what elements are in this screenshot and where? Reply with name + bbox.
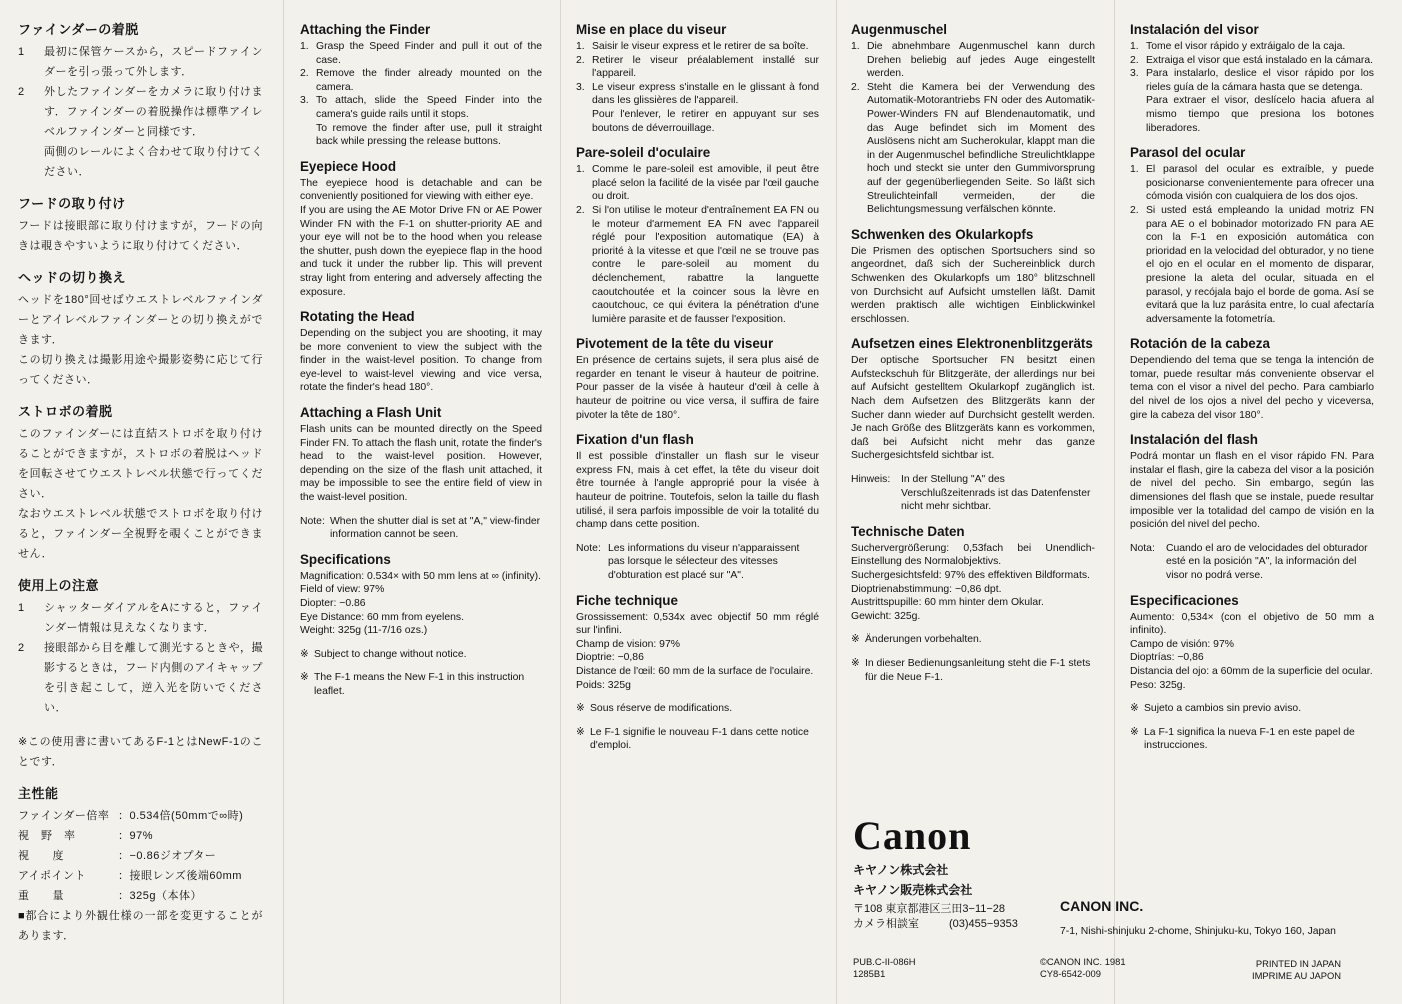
english-column (300, 22, 542, 709)
en-note (300, 671, 542, 698)
es-hint (1130, 542, 1374, 583)
es-heading-spec: Especificaciones (1130, 592, 1239, 608)
en-section-attach (300, 22, 542, 149)
list-item (851, 40, 1095, 81)
list-item (576, 40, 819, 54)
es-note (1130, 702, 1374, 716)
item-text: Grasp the Speed Finder and pull it out of the case. (316, 41, 542, 66)
item-number: 1 (18, 46, 25, 58)
item-number: 2. (300, 68, 309, 80)
list-item (576, 54, 819, 81)
item-number: 2 (18, 642, 25, 654)
item-subtext: To remove the finder after use, pull it straight back while pressing the release buttons. (316, 122, 542, 148)
paragraph: Podrá montar un flash en el visor rápido FN. Para instalar el flash, gire la cabeza del visor a la posición de nivel del pecho. Sin embargo, según las dimensiones del flash que se instale, puede resultar imposible ver la totalidad del campo de visión en la posición del nivel del pecho. (1130, 451, 1374, 531)
fold-line (836, 0, 837, 1004)
item-number: 1. (1130, 164, 1139, 176)
company-name: CANON INC. (1060, 898, 1144, 914)
es-section-flash (1130, 432, 1374, 532)
item-text: Tome el visor rápido y extráigalo de la caja. (1146, 41, 1346, 52)
hint-text: In der Stellung "A" des Verschlußzeitenrads ist das Datenfenster nicht mehr sichtbar. (901, 474, 1091, 513)
spec-value: ：接眼レンズ後端60mm (118, 870, 242, 882)
item-text: Si l'on utilise le moteur d'entraînement EA FN ou le moteur d'armement EA FN avec l'appareil réglé pour l'exposition automatique (EA) à priorité à la vitesse et que l'œil ne se trouve pas contre le pare-soleil au moment du déclenchement, rabattre la languette caoutchoutée et la coincer sous la lèvre en caoutchouc, ce qui évitera la pénétration d'une lumière parasite et de fausser l'exposition. (592, 204, 819, 325)
list-item (18, 82, 263, 182)
fr-section-head (576, 336, 819, 422)
item-number: 1. (576, 41, 585, 52)
jp-section-spec (18, 786, 263, 946)
jp-desk: カメラ相談室 (853, 918, 919, 930)
item-text: Saisir le viseur express et le retirer de sa boîte. (592, 41, 809, 52)
note-mark: ※ (300, 648, 309, 660)
jp-heading-spec: 主性能 (18, 786, 59, 801)
paragraph: The eyepiece hood is detachable and can be conveniently positioned for viewing with either eye. (300, 177, 542, 203)
jp-phone: (03)455−9353 (949, 918, 1018, 930)
publication-code (853, 956, 916, 980)
item-text: Comme le pare-soleil est amovible, il peut être placé selon la facilité de la visée par l'œil gauche ou droit. (592, 164, 819, 203)
jp-address-block (853, 902, 1018, 932)
jp-note: ※この使用書に書いてあるF-1とはNewF-1のことです． (18, 736, 263, 768)
item-number: 2. (1130, 204, 1139, 216)
en-heading-head: Rotating the Head (300, 309, 415, 325)
fr-heading-head: Pivotement de la tête du viseur (576, 336, 774, 352)
fr-note (576, 726, 819, 753)
catalog-number: CY8-6542-009 (1040, 968, 1101, 979)
en-heading-flash: Attaching a Flash Unit (300, 405, 442, 421)
spec-footnote: ■都合により外観仕様の一部を変更することがあります． (18, 910, 263, 942)
list-item (18, 598, 263, 638)
note-text: In dieser Bedienungsanleitung steht die F-1 stets für die Neue F-1. (865, 657, 1091, 683)
jp-section-attach (18, 22, 263, 182)
paragraph: En présence de certains sujets, il sera plus aisé de regarder en tenant le viseur à hauteur de poitrine. Pour passer de la visée à hauteur d'œil à celle à hauteur de poitrine ou vice versa, il suffira de faire pivoter la tête de 180°. (576, 355, 819, 421)
spec-row: Dioptrienabstimmung: −0,86 dpt. (851, 583, 1002, 595)
spec-row (18, 826, 263, 846)
es-heading-attach: Instalación del visor (1130, 22, 1259, 37)
de-heading-hood: Augenmuschel (851, 22, 947, 37)
spec-row: Dioptrías: −0,86 (1130, 652, 1204, 664)
item-number: 3. (300, 95, 309, 107)
paragraph: Der optische Sportsucher FN besitzt einen Aufsteckschuh für Blitzgeräte, der allerdings nur bei auf Aufsicht gestelltem Okularkopf zugänglich ist. Nach dem Aufsetzen des Blitzgeräts kann der Sucher dann wieder auf Durchsicht gestellt werden. Je nach Größe des Blitzgeräts kann es vorkommen, daß bei Aufsicht nicht mehr das ganze Suchergesichtsfeld sichtbar ist. (851, 355, 1095, 462)
hint-label: Nota: (1130, 542, 1155, 554)
spec-row (18, 866, 263, 886)
hint-label: Note: (300, 515, 325, 527)
es-heading-flash: Instalación del flash (1130, 432, 1258, 448)
item-number: 3. (1130, 68, 1139, 80)
pub-code-2: 1285B1 (853, 968, 886, 979)
hint-text: Cuando el aro de velocidades del obturador esté en la posición "A", la información del visor no podrá verse. (1166, 542, 1368, 581)
paragraph: Depending on the subject you are shooting, it may be more convenient to view the subject with the finder in the waist-level position. To change from eye-level to waist-level viewing and vice versa, rotate the finder's head 180°. (300, 328, 542, 394)
de-section-flash (851, 336, 1095, 463)
item-text: Le viseur express s'installe en le glissant à fond dans les glissières de l'appareil. (592, 81, 819, 107)
jp-address: 〒108 東京都港区三田3−11−28 (853, 903, 1006, 915)
fr-heading-hood: Pare-soleil d'oculaire (576, 145, 711, 161)
jp-section-caution (18, 578, 263, 718)
es-note (1130, 726, 1374, 753)
de-hint (851, 473, 1095, 514)
hint-text: When the shutter dial is set at "A," view-finder information cannot be seen. (330, 515, 541, 541)
spec-row (18, 806, 263, 826)
item-text: El parasol del ocular es extraíble, y puede posicionarse convenientemente para ofrecer una cómoda visión con cualquiera de los dos ojos. (1146, 164, 1374, 203)
jp-section-flash (18, 404, 263, 564)
item-text: Retirer le viseur préalablement installé sur l'appareil. (592, 54, 819, 80)
fr-section-flash (576, 432, 819, 532)
printed-fr: IMPRIME AU JAPON (1252, 970, 1342, 981)
spec-row: Champ de vision: 97% (576, 638, 680, 650)
item-text: 接眼部から目を離して測光するときや，撮影するときは，フード内側のアイキャップを引き起こして，逆入光を防いでください． (44, 642, 263, 714)
list-item (851, 81, 1095, 217)
item-number: 2. (1130, 54, 1139, 66)
list-item (1130, 54, 1374, 68)
paragraph: この切り換えは撮影用途や撮影姿勢に応じて行ってください． (18, 354, 263, 386)
item-text: Die abnehmbare Augenmuschel kann durch Drehen beliebig auf jedes Auge eingestellt werden. (867, 41, 1095, 80)
spec-row: Dioptrie: −0,86 (576, 652, 644, 664)
en-section-hood (300, 159, 542, 299)
fr-heading-flash: Fixation d'un flash (576, 432, 694, 448)
paragraph: Dependiendo del tema que se tenga la intención de tomar, puede resultar más conveniente observar el tema con el visor a nivel del pecho. Para cambiarlo del nivel de los ojos a nivel del pecho y viceversa, gire la cabeza del visor 180°. (1130, 355, 1374, 421)
es-section-attach (1130, 22, 1374, 135)
note-text: The F-1 means the New F-1 in this instruction leaflet. (314, 672, 525, 697)
item-subtext: Pour l'enlever, le retirer en appuyant sur ses boutons de déverrouillage. (592, 108, 819, 134)
fr-heading-spec: Fiche technique (576, 592, 678, 608)
note-mark: ※ (851, 634, 860, 646)
spec-key: 重 量 (18, 890, 64, 902)
note-text: Sous réserve de modifications. (590, 703, 733, 715)
fold-line (560, 0, 561, 1004)
spec-key: ファインダー倍率 (18, 810, 110, 822)
spec-row: Aumento: 0,534× (con el objetivo de 50 mm a infinito). (1130, 611, 1374, 637)
list-item (1130, 204, 1374, 326)
spec-row: Suchervergrößerung: 0,53fach bei Unendlich-Einstellung des Normalobjektivs. (851, 542, 1095, 568)
note-mark: ※ (1130, 726, 1139, 738)
item-number: 1. (1130, 41, 1139, 52)
spec-row: Gewicht: 325g. (851, 610, 921, 622)
jp-heading-caution: 使用上の注意 (18, 578, 100, 593)
french-column (576, 22, 819, 763)
spec-key: アイポイント (18, 870, 87, 882)
en-heading-attach: Attaching the Finder (300, 22, 431, 37)
spec-row: Campo de visión: 97% (1130, 638, 1234, 650)
de-section-spec (851, 524, 1095, 624)
paragraph: Il est possible d'installer un flash sur le viseur express FN, mais à cet effet, la tête du viseur doit être tournée à l'angle approprié pour la visée à hauteur de poitrine. Toutefois, selon la taille du flash utilisé, il sera parfois impossible de voir la totalité du champ dans cette position. (576, 451, 819, 531)
paragraph: なおウエストレベル状態でストロボを取り付けると，ファインダー全視野を覗くことができません． (18, 508, 263, 560)
spanish-column (1130, 22, 1374, 763)
item-text: Steht die Kamera bei der Verwendung des Automatik-Motorantriebs FN oder des Automatik-Power-Winders FN auf Blendenautomatik, und das Auge befindet sich im Moment des Auslösens nicht am Sucherokular, klappt man die in der Augenmuschel befindliche Streulichtklappe hoch und steckt sie unter den Gummivorsprung auf der gegenüberliegenden Seite. So läßt sich Streulichteinfall vermeiden, der die Belichtungsmessung verfälschen könnte. (867, 81, 1095, 216)
fr-note (576, 702, 819, 716)
de-heading-head: Schwenken des Okularkopfs (851, 226, 1034, 242)
de-heading-spec: Technische Daten (851, 523, 965, 539)
item-subtext: Para extraer el visor, deslícelo hacia afuera al mismo tiempo que presiona los botones liberadores. (1146, 95, 1374, 134)
jp-sales-company-name: キヤノン販売株式会社 (853, 883, 973, 897)
en-heading-hood: Eyepiece Hood (300, 158, 396, 174)
de-section-head (851, 227, 1095, 327)
spec-row: Suchergesichtsfeld: 97% des effektiven Bildformats. (851, 570, 1090, 581)
japanese-column (18, 22, 263, 960)
fr-section-hood (576, 145, 819, 326)
en-section-flash (300, 405, 542, 505)
spec-value: ：325g（本体） (118, 890, 202, 902)
item-number: 1. (300, 41, 309, 52)
jp-heading-attach: ファインダーの着脱 (18, 22, 139, 37)
de-note (851, 657, 1095, 684)
fr-heading-attach: Mise en place du viseur (576, 22, 727, 37)
list-item (300, 67, 542, 94)
item-text: Si usted está empleando la unidad motriz FN para AE o el bobinador motorizado FN para AE con la F-1 en exposición automática con prioridad en la velocidad del obturador, y no tiene el ojo en el ocular en el momento de disparar, presione la aleta del ocular, situada en el parasol, y recójala bajo el borde de goma. Así se evitará que la luz parásita entre, lo cual afectaría adversamente la fotometría. (1146, 204, 1374, 325)
fr-hint (576, 542, 819, 583)
de-section-hood (851, 22, 1095, 217)
note-text: Subject to change without notice. (314, 648, 467, 660)
list-item (1130, 40, 1374, 54)
jp-section-head (18, 270, 263, 390)
en-hint (300, 515, 542, 542)
spec-key: 視 野 率 (18, 830, 76, 842)
item-text: Extraiga el visor que está instalado en la cámara. (1146, 54, 1373, 66)
hint-label: Note: (576, 542, 601, 554)
spec-value: ：0.534倍(50mmで∞時) (118, 810, 244, 822)
item-text: To attach, slide the Speed Finder into the camera's guide rails until it stops. (316, 95, 542, 120)
paragraph: Flash units can be mounted directly on the Speed Finder FN. To attach the flash unit, rotate the finder's head to the waist-level position. However, depending on the size of the flash unit attached, it may be impossible to see the entire field of view in the waist-level position. (300, 424, 542, 504)
spec-row: Eye Distance: 60 mm from eyelens. (300, 611, 465, 623)
en-section-spec (300, 552, 542, 638)
list-item (300, 94, 542, 148)
list-item (18, 638, 263, 718)
spec-key: 視 度 (18, 850, 64, 862)
list-item (1130, 67, 1374, 135)
spec-row: Peso: 325g. (1130, 679, 1186, 691)
note-mark: ※ (300, 672, 309, 684)
hint-text: Les informations du viseur n'apparaissent pas lorsque le sélecteur des vitesses d'obturation est placé sur "A". (608, 542, 800, 581)
jp-heading-hood: フードの取り付け (18, 196, 126, 211)
item-text: Remove the finder already mounted on the camera. (316, 68, 542, 93)
list-item (576, 163, 819, 204)
item-subtext: 両側のレールによく合わせて取り付けてください． (44, 146, 263, 178)
spec-value: ：97% (118, 830, 154, 842)
es-heading-hood: Parasol del ocular (1130, 145, 1246, 161)
hint-label: Hinweis: (851, 474, 891, 486)
en-heading-spec: Specifications (300, 551, 391, 567)
jp-heading-head: ヘッドの切り換え (18, 270, 127, 285)
spec-row: Diopter: −0.86 (300, 598, 366, 609)
company-address: 7-1, Nishi-shinjuku 2-chome, Shinjuku-ku, Tokyo 160, Japan (1060, 926, 1336, 937)
paragraph: フードは接眼部に取り付けますが，フードの向きは覗きやすいように取り付けてください． (18, 220, 263, 252)
paragraph: Die Prismen des optischen Sportsuchers sind so angeordnet, daß sich der Suchereinblick durch Schwenken des Okularkopfs um 180° blitzschnell von Durchsicht auf Aufsicht umstellen läßt. Damit werden praktisch alle wichtigen Einblickwinkel erschlossen. (851, 245, 1095, 325)
item-text: Para instalarlo, deslice el visor rápido por los rieles guía de la cámara hasta que se detenga. (1146, 68, 1374, 93)
note-mark: ※ (1130, 703, 1139, 715)
spec-row: Poids: 325g (576, 679, 631, 691)
spec-row: Grossissement: 0,534x avec objectif 50 mm réglé sur l'infini. (576, 611, 819, 637)
item-number: 2. (576, 54, 585, 66)
note-text: Änderungen vorbehalten. (865, 634, 982, 646)
list-item (18, 42, 263, 82)
item-number: 2 (18, 86, 25, 98)
en-note (300, 648, 542, 662)
spec-row: Distancia del ojo: a 60mm de la superficie del ocular. (1130, 665, 1373, 677)
list-item (300, 40, 542, 67)
paragraph: このファインダーには直結ストロボを取り付けることができますが，ストロボの着脱はヘッドを回転させてウエストレベル状態で行ってください． (18, 428, 263, 500)
note-text: Le F-1 signifie le nouveau F-1 dans cette notice d'emploi. (590, 726, 809, 752)
en-section-head (300, 309, 542, 395)
item-number: 1. (576, 164, 585, 176)
spec-value: ：−0.86ジオプター (118, 850, 217, 862)
list-item (1130, 163, 1374, 204)
spec-row (18, 886, 263, 906)
de-heading-flash: Aufsetzen eines Elektronenblitzgeräts (851, 336, 1093, 352)
jp-section-hood (18, 196, 263, 256)
item-number: 2. (576, 204, 585, 216)
fr-section-attach (576, 22, 819, 135)
copyright (1040, 956, 1126, 980)
item-text: 外したファインダーをカメラに取り付けます．ファインダーの着脱操作は標準アイレベルファインダーと同様です． (44, 86, 263, 138)
spec-row: Magnification: 0.534× with 50 mm lens at ∞ (infinity). (300, 570, 542, 582)
es-section-spec (1130, 593, 1374, 693)
jp-heading-flash: ストロボの着脱 (18, 404, 113, 419)
note-text: Sujeto a cambios sin previo aviso. (1144, 703, 1302, 715)
paragraph: If you are using the AE Motor Drive FN or AE Power Winder FN with the F-1 on shutter-priority AE and your eye will not be to the hood when you release the shutter, push down the eyepiece flap in the hood and tuck it under the rubber lip. This will prevent stray light from entering and adversely affecting the exposure. (300, 204, 542, 298)
item-text: 最初に保管ケースから，スピードファインダーを引っ張って外します． (44, 46, 263, 78)
jp-company-name: キヤノン株式会社 (853, 863, 949, 877)
spec-row: Weight: 325g (11-7/16 ozs.) (300, 625, 428, 637)
fold-line (1114, 0, 1115, 1004)
fr-section-spec (576, 593, 819, 693)
note-mark: ※ (851, 657, 860, 669)
jp-company-block (853, 860, 972, 900)
note-text: La F-1 significa la nueva F-1 en este papel de instrucciones. (1144, 726, 1355, 752)
item-number: 3. (576, 81, 585, 93)
spec-row: Austrittspupille: 60 mm hinter dem Okular. (851, 597, 1044, 609)
es-section-head (1130, 336, 1374, 422)
note-mark: ※ (576, 703, 585, 715)
item-text: シャッターダイアルをAにすると，ファインダー情報は見えなくなります． (44, 602, 263, 634)
list-item (576, 204, 819, 326)
canon-logo: Canon (853, 813, 972, 858)
spec-row (18, 846, 263, 866)
item-number: 1. (851, 41, 860, 52)
jp-contact-row (853, 917, 1018, 932)
spec-row: Distance de l'œil: 60 mm de la surface de l'oculaire. (576, 665, 814, 677)
paragraph: ヘッドを180°回せばウエストレベルファインダーとアイレベルファインダーとの切り換えができます． (18, 294, 263, 346)
pub-code: PUB.C-II-086H (853, 956, 916, 967)
list-item (576, 81, 819, 135)
es-section-hood (1130, 145, 1374, 326)
spec-row: Field of view: 97% (300, 584, 385, 596)
item-number: 1 (18, 602, 25, 614)
printed-en: PRINTED IN JAPAN (1255, 958, 1342, 969)
de-note (851, 633, 1095, 647)
item-number: 2. (851, 81, 860, 93)
fold-line (283, 0, 284, 1004)
es-heading-head: Rotación de la cabeza (1130, 336, 1270, 352)
german-column (851, 22, 1095, 694)
printed-notice (1252, 958, 1341, 982)
copyright-text: ©CANON INC. 1981 (1040, 956, 1126, 967)
note-mark: ※ (576, 726, 585, 738)
